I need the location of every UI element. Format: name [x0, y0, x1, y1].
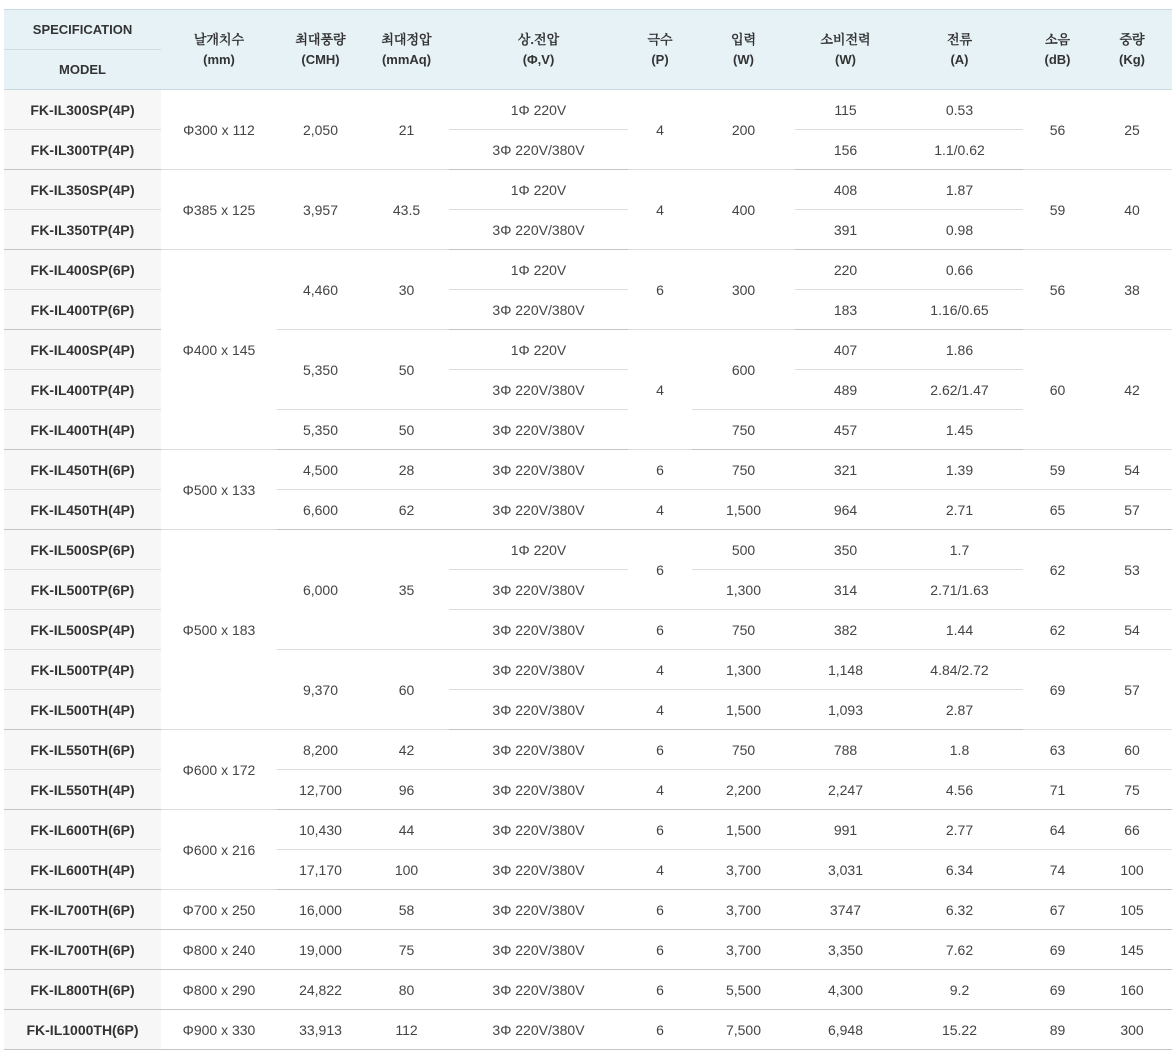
model-cell: FK-IL600TH(6P) — [4, 810, 161, 850]
model-cell: FK-IL500SP(4P) — [4, 610, 161, 650]
voltage-cell: 3Φ 220V/380V — [449, 450, 628, 490]
poles-header — [628, 10, 692, 90]
pressure-cell: 43.5 — [364, 170, 449, 250]
power-cell: 964 — [795, 490, 896, 530]
specification-header: SPECIFICATION — [4, 10, 161, 50]
pressure-header — [364, 10, 449, 90]
voltage-cell: 3Φ 220V/380V — [449, 610, 628, 650]
power-cell: 788 — [795, 730, 896, 770]
weight-cell: 66 — [1092, 810, 1172, 850]
model-cell: FK-IL400SP(6P) — [4, 250, 161, 290]
pressure-cell: 50 — [364, 330, 449, 410]
poles-title: 극수 — [647, 31, 673, 47]
header-row-top — [4, 10, 1172, 50]
weight-cell: 160 — [1092, 970, 1172, 1010]
voltage-cell: 3Φ 220V/380V — [449, 770, 628, 810]
model-cell: FK-IL700TH(6P) — [4, 930, 161, 970]
power-cell: 156 — [795, 130, 896, 170]
poles-cell: 6 — [628, 450, 692, 490]
model-cell: FK-IL500SP(6P) — [4, 530, 161, 570]
power-cell: 3,031 — [795, 850, 896, 890]
input-cell: 1,300 — [692, 570, 795, 610]
pressure-cell: 80 — [364, 970, 449, 1010]
blade-size-cell: Φ700 x 250 — [161, 890, 277, 930]
voltage-cell: 1Φ 220V — [449, 170, 628, 210]
current-cell: 7.62 — [896, 930, 1023, 970]
airflow-cell: 19,000 — [277, 930, 364, 970]
input-cell: 500 — [692, 530, 795, 570]
input-cell: 750 — [692, 730, 795, 770]
pressure-cell: 112 — [364, 1010, 449, 1050]
model-cell: FK-IL550TH(4P) — [4, 770, 161, 810]
voltage-cell: 1Φ 220V — [449, 330, 628, 370]
input-title: 입력 — [730, 31, 757, 47]
input-cell: 2,200 — [692, 770, 795, 810]
pressure-cell: 44 — [364, 810, 449, 850]
model-cell: FK-IL450TH(6P) — [4, 450, 161, 490]
noise-cell: 62 — [1023, 530, 1092, 610]
input-header — [692, 10, 795, 90]
blade-size-cell: Φ385 x 125 — [161, 170, 277, 250]
blade-size-header — [161, 10, 277, 90]
noise-cell: 64 — [1023, 810, 1092, 850]
voltage-cell: 3Φ 220V/380V — [449, 490, 628, 530]
table-row — [4, 970, 1172, 1010]
noise-cell: 65 — [1023, 490, 1092, 530]
current-cell: 1.7 — [896, 530, 1023, 570]
pressure-unit: (mmAq) — [381, 51, 432, 67]
pressure-cell: 21 — [364, 90, 449, 170]
current-cell: 1.16/0.65 — [896, 290, 1023, 330]
airflow-cell: 2,050 — [277, 90, 364, 170]
model-cell: FK-IL400TP(6P) — [4, 290, 161, 330]
airflow-header — [277, 10, 364, 90]
model-cell: FK-IL550TH(6P) — [4, 730, 161, 770]
weight-cell: 54 — [1092, 610, 1172, 650]
current-cell: 1.86 — [896, 330, 1023, 370]
table-row — [4, 930, 1172, 970]
poles-cell: 4 — [628, 330, 692, 450]
pressure-cell: 60 — [364, 650, 449, 730]
current-cell: 2.77 — [896, 810, 1023, 850]
table-row — [4, 810, 1172, 850]
table-row — [4, 890, 1172, 930]
noise-cell: 69 — [1023, 930, 1092, 970]
weight-cell: 60 — [1092, 730, 1172, 770]
voltage-cell: 3Φ 220V/380V — [449, 290, 628, 330]
specification-table — [4, 9, 1172, 1050]
voltage-cell: 3Φ 220V/380V — [449, 690, 628, 730]
noise-cell: 69 — [1023, 970, 1092, 1010]
blade-size-unit: (mm) — [203, 51, 235, 67]
airflow-cell: 4,460 — [277, 250, 364, 330]
current-cell: 4.56 — [896, 770, 1023, 810]
blade-size-title: 날개치수 — [193, 31, 245, 47]
voltage-cell: 3Φ 220V/380V — [449, 970, 628, 1010]
weight-cell: 105 — [1092, 890, 1172, 930]
airflow-cell: 6,600 — [277, 490, 364, 530]
voltage-title: 상.전압 — [517, 31, 560, 47]
poles-unit: (P) — [651, 51, 669, 67]
input-cell: 7,500 — [692, 1010, 795, 1050]
airflow-cell: 3,957 — [277, 170, 364, 250]
poles-cell: 6 — [628, 250, 692, 330]
airflow-title: 최대풍량 — [295, 31, 346, 47]
table-row — [4, 170, 1172, 210]
current-cell: 1.1/0.62 — [896, 130, 1023, 170]
table-row — [4, 90, 1172, 130]
weight-cell: 57 — [1092, 490, 1172, 530]
noise-cell: 59 — [1023, 170, 1092, 250]
airflow-cell: 33,913 — [277, 1010, 364, 1050]
poles-cell: 6 — [628, 890, 692, 930]
current-cell: 6.34 — [896, 850, 1023, 890]
model-cell: FK-IL700TH(6P) — [4, 890, 161, 930]
voltage-cell: 3Φ 220V/380V — [449, 370, 628, 410]
voltage-cell: 3Φ 220V/380V — [449, 210, 628, 250]
poles-cell: 6 — [628, 530, 692, 610]
voltage-cell: 3Φ 220V/380V — [449, 410, 628, 450]
model-cell: FK-IL400TH(4P) — [4, 410, 161, 450]
input-cell: 200 — [692, 90, 795, 170]
weight-cell: 100 — [1092, 850, 1172, 890]
power-cell: 314 — [795, 570, 896, 610]
power-header — [795, 10, 896, 90]
model-cell: FK-IL500TH(4P) — [4, 690, 161, 730]
current-cell: 0.66 — [896, 250, 1023, 290]
voltage-cell: 1Φ 220V — [449, 530, 628, 570]
power-unit: (W) — [835, 51, 856, 67]
model-cell: FK-IL350SP(4P) — [4, 170, 161, 210]
model-cell: FK-IL450TH(4P) — [4, 490, 161, 530]
current-cell: 1.39 — [896, 450, 1023, 490]
noise-unit: (dB) — [1044, 51, 1071, 67]
voltage-cell: 3Φ 220V/380V — [449, 730, 628, 770]
noise-cell: 69 — [1023, 650, 1092, 730]
power-cell: 3747 — [795, 890, 896, 930]
noise-header — [1023, 10, 1092, 90]
pressure-cell: 96 — [364, 770, 449, 810]
power-cell: 321 — [795, 450, 896, 490]
noise-cell: 62 — [1023, 610, 1092, 650]
weight-cell: 57 — [1092, 650, 1172, 730]
input-cell: 3,700 — [692, 850, 795, 890]
current-cell: 2.71/1.63 — [896, 570, 1023, 610]
table-row — [4, 250, 1172, 290]
pressure-cell: 75 — [364, 930, 449, 970]
input-cell: 400 — [692, 170, 795, 250]
model-cell: FK-IL300SP(4P) — [4, 90, 161, 130]
input-cell: 750 — [692, 610, 795, 650]
noise-cell: 74 — [1023, 850, 1092, 890]
pressure-cell: 62 — [364, 490, 449, 530]
airflow-cell: 10,430 — [277, 810, 364, 850]
poles-cell: 4 — [628, 850, 692, 890]
poles-cell: 6 — [628, 1010, 692, 1050]
model-cell: FK-IL800TH(6P) — [4, 970, 161, 1010]
current-cell: 2.87 — [896, 690, 1023, 730]
power-cell: 407 — [795, 330, 896, 370]
weight-header — [1092, 10, 1172, 90]
weight-cell: 75 — [1092, 770, 1172, 810]
airflow-cell: 16,000 — [277, 890, 364, 930]
pressure-cell: 35 — [364, 530, 449, 650]
model-cell: FK-IL1000TH(6P) — [4, 1010, 161, 1050]
pressure-cell: 58 — [364, 890, 449, 930]
current-cell: 1.87 — [896, 170, 1023, 210]
airflow-cell: 9,370 — [277, 650, 364, 730]
input-cell: 1,500 — [692, 490, 795, 530]
pressure-cell: 28 — [364, 450, 449, 490]
power-cell: 2,247 — [795, 770, 896, 810]
current-cell: 2.71 — [896, 490, 1023, 530]
input-cell: 750 — [692, 450, 795, 490]
blade-size-cell: Φ800 x 290 — [161, 970, 277, 1010]
weight-cell: 145 — [1092, 930, 1172, 970]
poles-cell: 6 — [628, 930, 692, 970]
model-cell: FK-IL300TP(4P) — [4, 130, 161, 170]
power-cell: 391 — [795, 210, 896, 250]
voltage-cell: 1Φ 220V — [449, 250, 628, 290]
input-cell: 750 — [692, 410, 795, 450]
blade-size-cell: Φ900 x 330 — [161, 1010, 277, 1050]
noise-cell: 59 — [1023, 450, 1092, 490]
blade-size-cell: Φ400 x 145 — [161, 250, 277, 450]
current-cell: 4.84/2.72 — [896, 650, 1023, 690]
poles-cell: 4 — [628, 770, 692, 810]
input-cell: 3,700 — [692, 890, 795, 930]
poles-cell: 4 — [628, 90, 692, 170]
current-cell: 0.53 — [896, 90, 1023, 130]
model-cell: FK-IL600TH(4P) — [4, 850, 161, 890]
voltage-cell: 3Φ 220V/380V — [449, 930, 628, 970]
noise-cell: 63 — [1023, 730, 1092, 770]
current-title: 전류 — [946, 31, 973, 47]
input-cell: 1,500 — [692, 690, 795, 730]
voltage-cell: 3Φ 220V/380V — [449, 130, 628, 170]
table-row — [4, 450, 1172, 490]
power-cell: 350 — [795, 530, 896, 570]
current-cell: 15.22 — [896, 1010, 1023, 1050]
weight-cell: 300 — [1092, 1010, 1172, 1050]
pressure-cell: 100 — [364, 850, 449, 890]
voltage-cell: 3Φ 220V/380V — [449, 810, 628, 850]
poles-cell: 6 — [628, 970, 692, 1010]
blade-size-cell: Φ500 x 183 — [161, 530, 277, 730]
power-cell: 3,350 — [795, 930, 896, 970]
weight-cell: 25 — [1092, 90, 1172, 170]
power-cell: 457 — [795, 410, 896, 450]
current-cell: 1.45 — [896, 410, 1023, 450]
voltage-cell: 3Φ 220V/380V — [449, 890, 628, 930]
current-cell: 6.32 — [896, 890, 1023, 930]
voltage-header — [449, 10, 628, 90]
table-row — [4, 530, 1172, 570]
model-cell: FK-IL500TP(4P) — [4, 650, 161, 690]
poles-cell: 6 — [628, 810, 692, 850]
poles-cell: 4 — [628, 650, 692, 690]
power-cell: 1,093 — [795, 690, 896, 730]
current-unit: (A) — [950, 51, 969, 67]
power-title: 소비전력 — [820, 31, 871, 47]
current-cell: 9.2 — [896, 970, 1023, 1010]
power-cell: 991 — [795, 810, 896, 850]
input-cell: 1,500 — [692, 810, 795, 850]
pressure-title: 최대정압 — [381, 31, 432, 47]
model-cell: FK-IL350TP(4P) — [4, 210, 161, 250]
poles-cell: 4 — [628, 170, 692, 250]
input-unit: (W) — [733, 51, 754, 67]
current-cell: 1.44 — [896, 610, 1023, 650]
pressure-cell: 50 — [364, 410, 449, 450]
power-cell: 489 — [795, 370, 896, 410]
current-header — [896, 10, 1023, 90]
poles-cell: 6 — [628, 730, 692, 770]
airflow-cell: 4,500 — [277, 450, 364, 490]
power-cell: 115 — [795, 90, 896, 130]
blade-size-cell: Φ800 x 240 — [161, 930, 277, 970]
noise-cell: 56 — [1023, 250, 1092, 330]
pressure-cell: 30 — [364, 250, 449, 330]
poles-cell: 6 — [628, 610, 692, 650]
weight-title: 중량 — [1119, 31, 1145, 47]
airflow-cell: 24,822 — [277, 970, 364, 1010]
voltage-cell: 3Φ 220V/380V — [449, 570, 628, 610]
input-cell: 1,300 — [692, 650, 795, 690]
blade-size-cell: Φ300 x 112 — [161, 90, 277, 170]
power-cell: 6,948 — [795, 1010, 896, 1050]
airflow-cell: 5,350 — [277, 330, 364, 410]
blade-size-cell: Φ500 x 133 — [161, 450, 277, 530]
noise-cell: 60 — [1023, 330, 1092, 450]
weight-cell: 40 — [1092, 170, 1172, 250]
current-cell: 1.8 — [896, 730, 1023, 770]
model-cell: FK-IL400TP(4P) — [4, 370, 161, 410]
blade-size-cell: Φ600 x 172 — [161, 730, 277, 810]
noise-cell: 67 — [1023, 890, 1092, 930]
weight-cell: 38 — [1092, 250, 1172, 330]
poles-cell: 4 — [628, 690, 692, 730]
poles-cell: 4 — [628, 490, 692, 530]
airflow-cell: 12,700 — [277, 770, 364, 810]
airflow-cell: 6,000 — [277, 530, 364, 650]
current-cell: 2.62/1.47 — [896, 370, 1023, 410]
noise-cell: 56 — [1023, 90, 1092, 170]
noise-cell: 71 — [1023, 770, 1092, 810]
weight-cell: 54 — [1092, 450, 1172, 490]
input-cell: 3,700 — [692, 930, 795, 970]
voltage-cell: 3Φ 220V/380V — [449, 650, 628, 690]
airflow-cell: 5,350 — [277, 410, 364, 450]
pressure-cell: 42 — [364, 730, 449, 770]
power-cell: 4,300 — [795, 970, 896, 1010]
power-cell: 1,148 — [795, 650, 896, 690]
model-cell: FK-IL400SP(4P) — [4, 330, 161, 370]
current-cell: 0.98 — [896, 210, 1023, 250]
weight-cell: 53 — [1092, 530, 1172, 610]
power-cell: 220 — [795, 250, 896, 290]
voltage-cell: 1Φ 220V — [449, 90, 628, 130]
weight-cell: 42 — [1092, 330, 1172, 450]
model-cell: FK-IL500TP(6P) — [4, 570, 161, 610]
airflow-cell: 17,170 — [277, 850, 364, 890]
airflow-unit: (CMH) — [301, 51, 340, 67]
noise-title: 소음 — [1044, 31, 1071, 47]
airflow-cell: 8,200 — [277, 730, 364, 770]
noise-cell: 89 — [1023, 1010, 1092, 1050]
voltage-cell: 3Φ 220V/380V — [449, 1010, 628, 1050]
power-cell: 382 — [795, 610, 896, 650]
weight-unit: (Kg) — [1119, 51, 1145, 67]
power-cell: 408 — [795, 170, 896, 210]
table-row — [4, 730, 1172, 770]
input-cell: 600 — [692, 330, 795, 410]
power-cell: 183 — [795, 290, 896, 330]
model-header: MODEL — [4, 50, 161, 90]
blade-size-cell: Φ600 x 216 — [161, 810, 277, 890]
input-cell: 300 — [692, 250, 795, 330]
voltage-cell: 3Φ 220V/380V — [449, 850, 628, 890]
voltage-unit: (Φ,V) — [522, 51, 555, 67]
input-cell: 5,500 — [692, 970, 795, 1010]
